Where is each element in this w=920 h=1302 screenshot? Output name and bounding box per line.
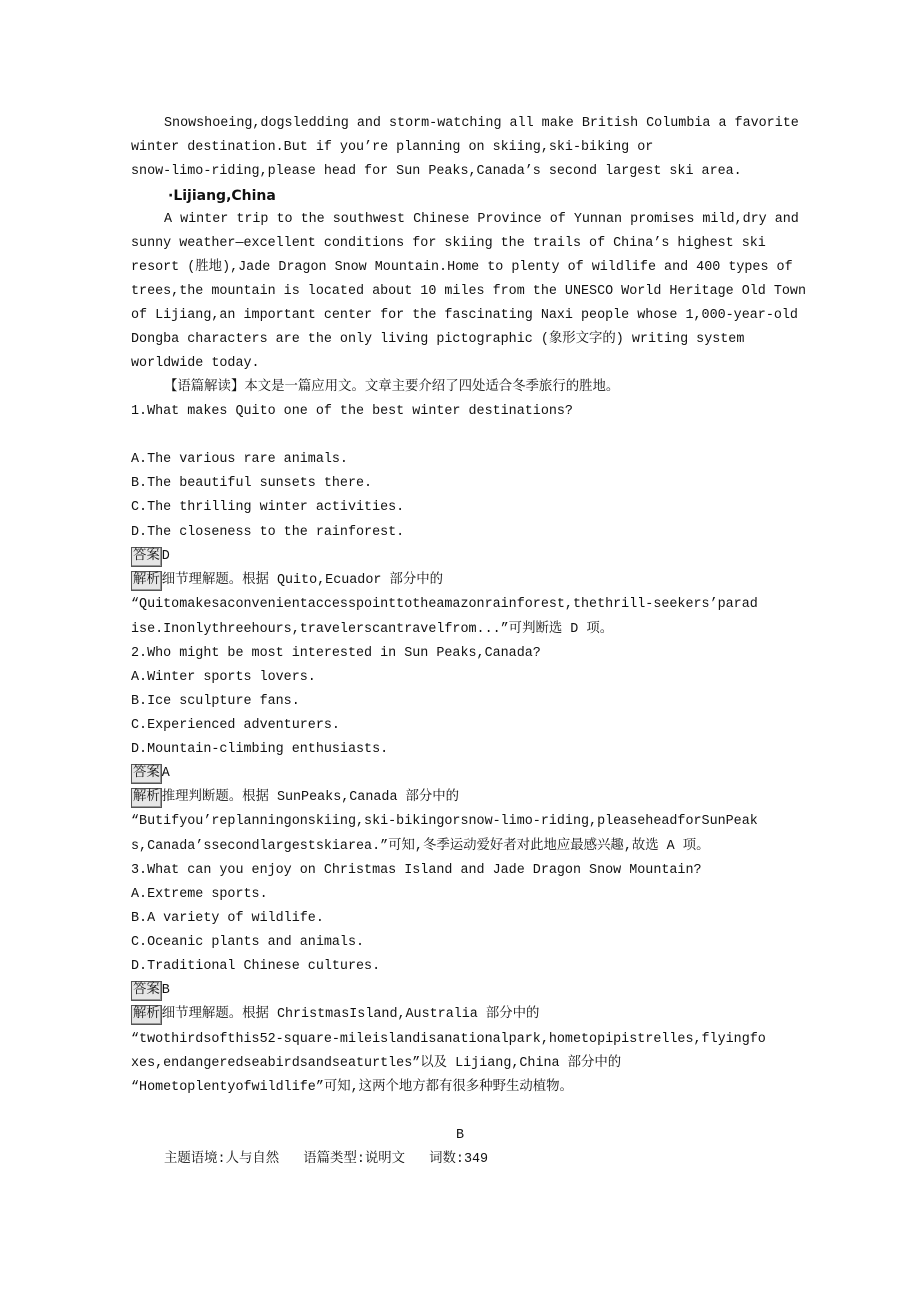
analysis-line (131, 571, 443, 591)
line-text: xes,endangeredseabirdsandseaturtles”以及 Lijiang,China 部分中的 (131, 1056, 622, 1071)
text-line (131, 402, 573, 422)
answer-line (131, 547, 170, 567)
text-line (131, 692, 300, 712)
line-text: 2.Who might be most interested in Sun Peaks,Canada? (131, 646, 541, 661)
line-text: C.The thrilling winter activities. (131, 500, 405, 515)
line-text: D.The closeness to the rainforest. (131, 525, 405, 540)
line-text: C.Experienced adventurers. (131, 718, 340, 733)
text-line (131, 523, 404, 543)
text-line (131, 933, 364, 953)
line-text: “twothirdsofthis52-square-mileislandisanationalpark,hometopipistrelles,flyingfo (131, 1032, 766, 1047)
line-text: D (161, 549, 170, 564)
text-line (131, 162, 742, 182)
text-line (131, 909, 324, 929)
text-line (131, 837, 710, 857)
text-line (131, 330, 744, 350)
line-text: winter destination.But if you’re planning on skiing,ski-biking or (131, 140, 654, 155)
line-text: B.Ice sculpture fans. (131, 694, 300, 709)
text-line (131, 234, 766, 254)
analysis-tag: 解析 (131, 571, 162, 591)
text-line (131, 644, 541, 664)
text-line (164, 210, 799, 230)
line-text: 3.What can you enjoy on Christmas Island and Jade Dragon Snow Mountain? (131, 863, 702, 878)
line-text: ise.Inonlythreehours,travelerscantravelfrom...”可判断选 D 项。 (131, 622, 614, 637)
text-line (131, 498, 404, 518)
text-line (131, 861, 702, 881)
answer-tag: 答案 (131, 764, 162, 784)
line-text: trees,the mountain is located about 10 miles from the UNESCO World Heritage Old Town (131, 284, 806, 299)
line-text: of Lijiang,an important center for the fascinating Naxi people whose 1,000-year-old (131, 308, 798, 323)
line-text: A.Winter sports lovers. (131, 670, 316, 685)
line-text: “Butifyou’replanningonskiing,ski-bikingorsnow-limo-riding,pleaseheadforSunPeak (131, 814, 758, 829)
line-text: A.Extreme sports. (131, 887, 268, 902)
line-text: C.Oceanic plants and animals. (131, 935, 365, 950)
line-text: “Hometoplentyofwildlife”可知,这两个地方都有很多种野生动植物。 (131, 1080, 573, 1095)
line-text: resort (胜地),Jade Dragon Snow Mountain.Home to plenty of wildlife and 400 types of (131, 260, 793, 275)
line-text: “Quitomakesaconvenientaccesspointtotheamazonrainforest,thethrill-seekers’parad (131, 597, 758, 612)
line-text: 推理判断题。根据 SunPeaks,Canada 部分中的 (161, 790, 460, 805)
line-text: s,Canada’ssecondlargestskiarea.”可知,冬季运动爱好者对此地应最感兴趣,故选 A 项。 (131, 839, 710, 854)
analysis-tag: 解析 (131, 1005, 162, 1025)
analysis-line (131, 1005, 539, 1025)
line-text: A.The various rare animals. (131, 452, 348, 467)
analysis-tag: 解析 (131, 788, 162, 808)
line-text: D.Traditional Chinese cultures. (131, 959, 381, 974)
line-text: D.Mountain-climbing enthusiasts. (131, 742, 389, 757)
text-line (131, 474, 372, 494)
text-line (131, 668, 316, 688)
line-text: snow-limo-riding,please head for Sun Peaks,Canada’s second largest ski area. (131, 164, 742, 179)
line-text: ·Lijiang,China (168, 188, 276, 204)
text-line (131, 450, 348, 470)
line-text: Snowshoeing,dogsledding and storm-watching all make British Columbia a favorite (164, 116, 799, 131)
text-line (0, 1126, 920, 1146)
text-line (131, 620, 613, 640)
answer-tag: 答案 (131, 547, 162, 567)
text-line (131, 306, 798, 326)
text-line (131, 258, 793, 278)
text-line (164, 1150, 488, 1170)
line-text: A winter trip to the southwest Chinese Province of Yunnan promises mild,dry and (164, 212, 799, 227)
line-text: A (161, 766, 170, 781)
text-line (131, 282, 806, 302)
text-line (164, 378, 619, 398)
line-text: 细节理解题。根据 Quito,Ecuador 部分中的 (161, 573, 444, 588)
line-text: B (161, 983, 170, 998)
text-line (131, 138, 653, 158)
line-text: 细节理解题。根据 ChristmasIsland,Australia 部分中的 (161, 1007, 540, 1022)
answer-line (131, 764, 170, 784)
answer-tag: 答案 (131, 981, 162, 1001)
line-text: Dongba characters are the only living pictographic (象形文字的) writing system (131, 332, 745, 347)
text-line (164, 114, 799, 134)
text-line (131, 1030, 766, 1050)
line-text: 主题语境:人与自然 语篇类型:说明文 词数:349 (164, 1152, 489, 1167)
line-text: 1.What makes Quito one of the best winter destinations? (131, 404, 573, 419)
text-line (131, 740, 388, 760)
line-text: B (455, 1128, 465, 1143)
line-text: B.The beautiful sunsets there. (131, 476, 373, 491)
text-line (131, 1078, 573, 1098)
text-line (131, 716, 340, 736)
text-line (131, 957, 380, 977)
answer-line (131, 981, 170, 1001)
text-line (131, 1054, 621, 1074)
text-line (131, 354, 260, 374)
text-line (131, 885, 268, 905)
line-text: B.A variety of wildlife. (131, 911, 324, 926)
text-line (131, 595, 758, 615)
line-text: 【语篇解读】本文是一篇应用文。文章主要介绍了四处适合冬季旅行的胜地。 (164, 380, 620, 395)
section-heading (168, 186, 276, 206)
text-line (131, 812, 758, 832)
line-text: sunny weather—excellent conditions for skiing the trails of China’s highest ski (131, 236, 766, 251)
analysis-line (131, 788, 459, 808)
line-text: worldwide today. (131, 356, 260, 371)
